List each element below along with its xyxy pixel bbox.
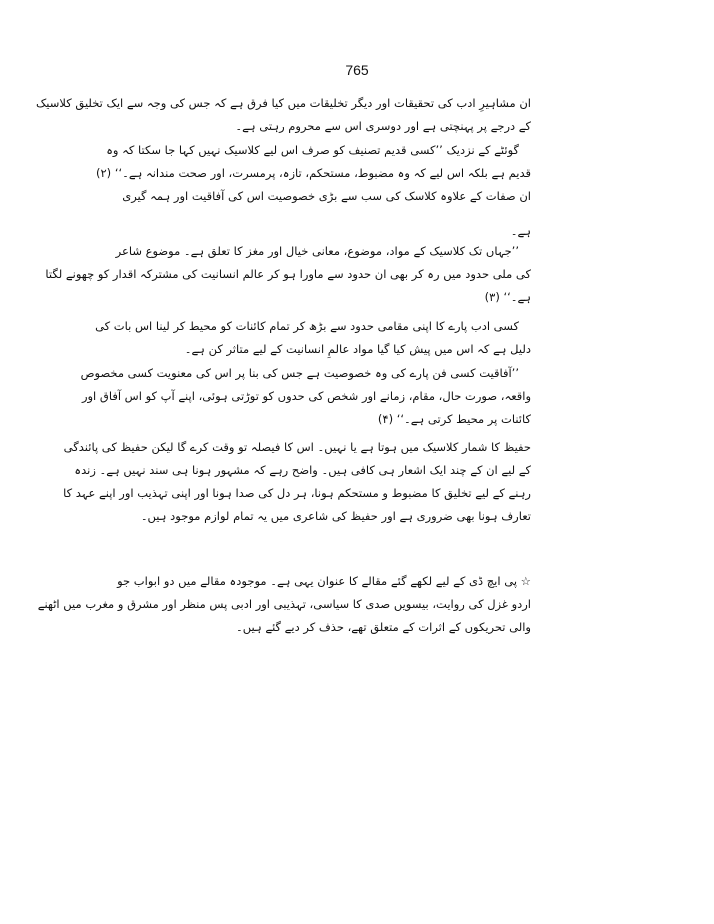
paragraph-5-quote (80, 362, 531, 431)
paragraph-line: ہے۔ (510, 224, 531, 238)
paragraph-line: ہے۔‘‘ (۳) (484, 290, 531, 304)
paragraph-3-quote (45, 240, 531, 309)
paragraph-line: ’’جہاں تک کلاسیک کے مواد، موضوع، معانی خیال اور مغز کا تعلق ہے۔ موضوع شاعر (115, 244, 519, 258)
paragraph-line: کائنات پر محیط کرتی ہے۔‘‘ (۴) (377, 412, 531, 426)
paragraph-line: قدیم ہے بلکہ اس لیے کہ وہ مضبوط، مستحکم، تازہ، پرمسرت، اور صحت مندانہ ہے۔‘‘ (۲) (95, 166, 531, 180)
page-number: 765 (345, 62, 369, 78)
paragraph-line: تعارف ہونا بھی ضروری ہے اور حفیظ کی شاعری میں یہ تمام لوازم موجود ہیں۔ (140, 509, 531, 523)
paragraph-line: کسی ادب پارے کا اپنی مقامی حدود سے بڑھ کر تمام کائنات کو محیط کر لینا اس بات کی (95, 319, 519, 333)
paragraph-line: رہنے کے لیے تخلیق کا مضبوط و مستحکم ہونا، ہر دل کی صدا ہونا اور اپنی تہذیب اور اپنے عہد کا (63, 486, 531, 500)
paragraph-line: دلیل ہے کہ اس میں پیش کیا گیا مواد عالمِ انسانیت کے لیے متاثر کن ہے۔ (184, 342, 531, 356)
paragraph-1 (35, 92, 531, 138)
paragraph-line: ’’آفاقیت کسی فن پارے کی وہ خصوصیت ہے جس کی بنا پر اس کی معنویت کسی مخصوص (80, 366, 519, 380)
paragraph-line: گوئٹے کے نزدیک ’’کسی قدیم تصنیف کو صرف اس لیے کلاسیک نہیں کہا جا سکتا کہ وہ (106, 143, 519, 157)
paragraph-6 (63, 436, 531, 528)
footnote-line: اردو غزل کی روایت، بیسویں صدی کا سیاسی، تہذیبی اور ادبی پس منظر اور مشرق و مغرب میں اٹھنے (37, 597, 531, 611)
paragraph-line: ان مشاہیرِ ادب کی تحقیقات اور دیگر تخلیقات میں کیا فرق ہے کہ جس کی وجہ سے ایک تخلیق کلاسیک (35, 96, 531, 110)
footnote-line: والی تحریکوں کے اثرات کے متعلق تھے، حذف کر دیے گئے ہیں۔ (235, 620, 531, 634)
footnote (37, 570, 531, 639)
paragraph-line: حفیظ کا شمار کلاسیک میں ہوتا ہے یا نہیں۔ اس کا فیصلہ تو وقت کرے گا لیکن حفیظ کی پائندگی (63, 440, 531, 454)
footnote-line: ☆ پی ایچ ڈی کے لیے لکھے گئے مقالے کا عنوان یہی ہے۔ موجودہ مقالے میں دو ابواب جو (117, 574, 531, 588)
paragraph-line: ان صفات کے علاوہ کلاسک کی سب سے بڑی خصوصیت اس کی آفاقیت اور ہمہ گیری (122, 189, 531, 203)
paragraph-line: کے لیے ان کے چند ایک اشعار ہی کافی ہیں۔ واضح رہے کہ مشہور ہونا ہی سند نہیں ہے۔ زندہ (74, 463, 531, 477)
paragraph-line: واقعہ، صورت حال، مقام، زمانے اور شخص کی حدوں کو توڑتی ہوئی، اپنے آپ کو اس آفاق اور (81, 389, 531, 403)
paragraph-line: کے درجے پر پہنچتی ہے اور دوسری اس سے محروم رہتی ہے۔ (235, 119, 531, 133)
paragraph-line: کی ملی حدود میں رہ کر بھی ان حدود سے ماورا ہو کر عالم انسانیت کی مشترکہ اقدار کو چھونے لگتا (45, 267, 531, 281)
paragraph-4 (95, 315, 531, 361)
paragraph-2 (95, 139, 531, 243)
